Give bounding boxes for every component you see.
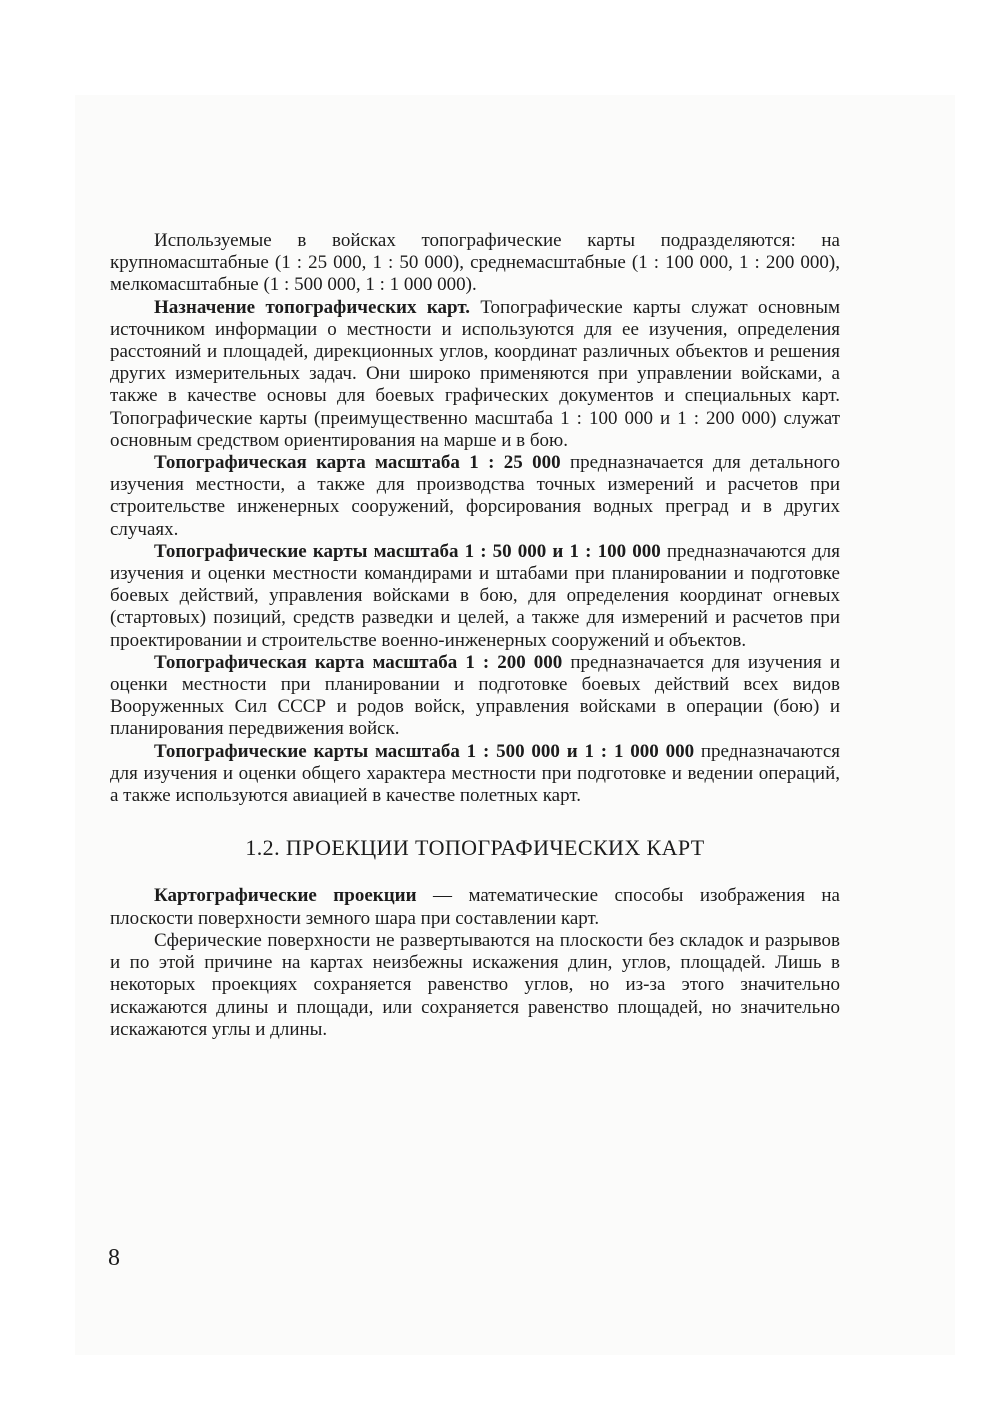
page-content: [110, 230, 840, 1041]
paragraph-text: предназначается для детального изучения местности, а также для производства точных измерений и расчетов при строительстве инженерных сооружений, форсирования водных преград и в других случаях.: [110, 452, 840, 540]
paragraph-lead: Топографические карты масштаба 1 : 50 000 и 1 : 100 000: [154, 540, 661, 562]
paragraph-text: — математические способы изображения на плоскости поверхности земного шара при составлении карт.: [110, 885, 840, 929]
paragraph-scale-50000-100000: [110, 541, 840, 652]
paragraph-lead: Топографическая карта масштаба 1 : 200 000: [154, 651, 563, 673]
paragraph-lead: Топографические карты масштаба 1 : 500 000 и 1 : 1 000 000: [154, 740, 695, 762]
paragraph-text: предназначается для изучения и оценки местности при планировании и подготовке боевых действий всех видов Вооруженных Сил СССР и родов войск, управления войсками в операции (бою) и планирования передвижения войск.: [110, 651, 840, 740]
page-number: 8: [108, 1245, 120, 1271]
paragraph-text: Сферические поверхности не развертываются на плоскости без складок и разрывов и по этой причине на картах неизбежны искажения длин, углов, площадей. Лишь в некоторых проекциях сохраняется равенство углов, но из-за этого значительно искажаются длины и площади, или сохраняется равенство площадей, но значительно искажаются углы и длины.: [110, 929, 840, 1040]
paragraph-scale-200000: [110, 652, 840, 741]
paragraph-text: Используемые в войсках топографические карты подразделяются: на крупномасштабные (1 : 25 000, 1 : 50 000), среднемасштабные (1 : 100 000, 1 : 200 000), мелкомасштабные (1 : 500 000, 1 : 1 000 000).: [110, 230, 840, 296]
section-heading: 1.2. ПРОЕКЦИИ ТОПОГРАФИЧЕСКИХ КАРТ: [245, 835, 705, 861]
paragraph-cartographic-projections: [110, 885, 840, 929]
paragraph-scale-500000-1000000: [110, 741, 840, 808]
paragraph-text: Топографические карты служат основным источником информации о местности и используются для ее изучения, определения расстояний и площадей, дирекционных углов, координат различных объектов и решения других измерительных задач. Они широко применяются при управлении войсками, а также в качестве основы для боевых графических документов и специальных карт. Топографические карты (преимущественно масштаба 1 : 100 000 и 1 : 200 000) служат основным средством ориентирования на марше и в бою.: [110, 296, 840, 451]
paragraph-lead: Топографическая карта масштаба 1 : 25 000: [154, 452, 561, 474]
paragraph-map-classification: [110, 230, 840, 297]
paragraph-scale-25000: [110, 452, 840, 541]
paragraph-map-purpose: [110, 297, 840, 452]
paragraph-lead: Назначение топографических карт.: [154, 296, 470, 318]
paragraph-text: предназначаются для изучения и оценки местности командирами и штабами при планировании и подготовке боевых действий, управления войсками в бою, для определения координат огневых (стартовых) позиций, средств разведки и целей, а также для измерений и расчетов при проектировании и строительстве военно-инженерных сооружений и объектов.: [110, 540, 840, 651]
paragraph-lead: Картографические проекции: [154, 885, 417, 907]
paragraph-spherical-surfaces: [110, 930, 840, 1041]
paragraph-text: предназначаются для изучения и оценки общего характера местности при подготовке и ведении операций, а также используются авиацией в качестве полетных карт.: [110, 740, 840, 807]
